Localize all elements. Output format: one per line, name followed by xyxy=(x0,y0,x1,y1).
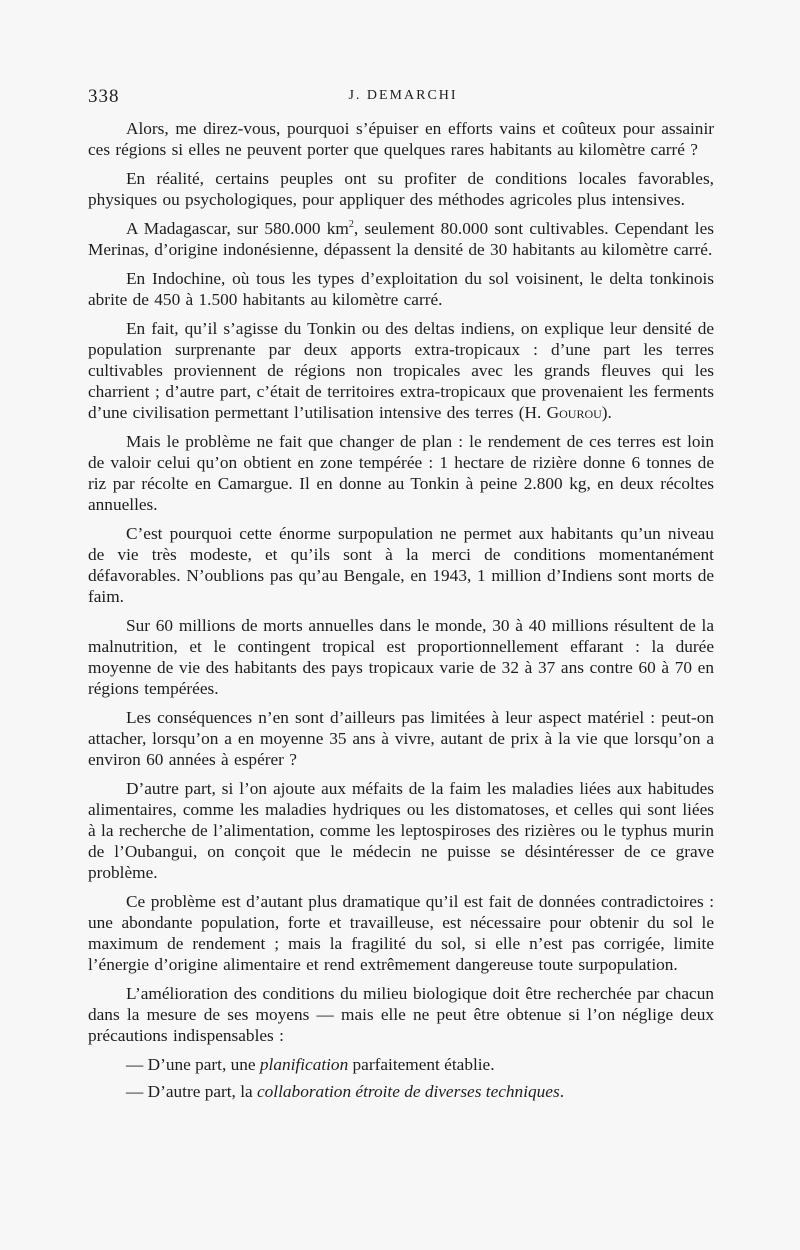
running-head-author: J. DEMARCHI xyxy=(348,88,458,103)
superscript: 2 xyxy=(348,219,354,231)
page-number: 338 xyxy=(88,86,120,107)
paragraph: D’autre part, si l’on ajoute aux méfaits de la faim les maladies liées aux habitudes alimentaires, comme les maladies hydriques ou les distomatoses, et celles qui sont liées à la recherche de l’alimentation, comme les leptospiroses des rizières ou le typhus murin de l’Oubangui, on conçoit que le médecin ne puisse se désintéresser de ce grave problème. xyxy=(88,779,714,882)
emphasis: planification xyxy=(259,1055,349,1074)
paragraph: Les conséquences n’en sont d’ailleurs pas limitées à leur aspect matériel : peut-on attacher, lorsqu’on a en moyenne 35 ans à vivre, autant de prix à la vie que lorsqu’on a environ 60 années à espérer ? xyxy=(88,708,714,769)
paragraph-text: A Madagascar, sur 580.000 km xyxy=(126,219,349,238)
author-citation: Gourou xyxy=(546,403,602,422)
paragraph: Alors, me direz-vous, pourquoi s’épuiser en efforts vains et coûteux pour assainir ces régions si elles ne peuvent porter que quelques rares habitants au kilomètre carré ? xyxy=(88,119,714,159)
paragraph: En réalité, certains peuples ont su profiter de conditions locales favorables, physiques ou psychologiques, pour appliquer des méthodes agricoles plus intensives. xyxy=(88,169,714,209)
paragraph-text: ). xyxy=(601,403,612,422)
paragraph: L’amélioration des conditions du milieu biologique doit être recherchée par chacun dans la mesure de ses moyens — mais elle ne peut être obtenue si l’on néglige deux précautions indispensables : xyxy=(88,984,714,1045)
paragraph: Ce problème est d’autant plus dramatique qu’il est fait de données contradictoires : une abondante population, forte et travailleuse, est nécessaire pour obtenir du sol le maximum de rendement ; mais la fragilité du sol, si elle n’est pas corrigée, limite l’énergie d’origine alimentaire et rend extrêmement dangereuse toute surpopulation. xyxy=(88,892,714,974)
paragraph: Mais le problème ne fait que changer de plan : le rendement de ces terres est loin de valoir celui qu’on obtient en zone tempérée : 1 hectare de rizière donne 6 tonnes de riz par récolte en Camargue. Il en donne au Tonkin à peine 2.800 kg, en deux récoltes annuelles. xyxy=(88,432,714,514)
paragraph xyxy=(88,318,714,423)
list-item-text: — D’une part, une xyxy=(126,1055,260,1074)
paragraph: Sur 60 millions de morts annuelles dans le monde, 30 à 40 millions résultent de la malnutrition, et le contingent tropical est proportionnellement effarant : la durée moyenne de vie des habitants des pays tropicaux varie de 32 à 37 ans contre 60 à 70 en régions tempérées. xyxy=(88,616,714,698)
list-item xyxy=(88,1054,714,1075)
paragraph-text: , seulement 80.000 sont cultivables. Cependant les Merinas, d’origine indonésienne, dépassent la densité de 30 habitants au kilomètre carré. xyxy=(88,219,715,259)
body-text xyxy=(88,118,714,1108)
paragraph xyxy=(88,218,714,260)
emphasis: collaboration étroite de diverses techniques xyxy=(257,1082,560,1101)
paragraph-text: En fait, qu’il s’agisse du Tonkin ou des deltas indiens, on explique leur densité de population surprenante par deux apports extra-tropicaux : d’une part les terres cultivables proviennent de régions non tropicales avec les grands fleuves qui les charrient ; d’autre part, c’était de territoires extra-tropicaux que provenaient les ferments d’une civilisation permettant l’utilisation intensive des terres (H. xyxy=(88,319,714,422)
list-item-text: — D’autre part, la xyxy=(126,1082,257,1101)
page-header xyxy=(88,86,694,110)
paragraph: En Indochine, où tous les types d’exploitation du sol voisinent, le delta tonkinois abrite de 450 à 1.500 habitants au kilomètre carré. xyxy=(88,269,714,309)
list-item-text: parfaitement établie. xyxy=(348,1055,495,1074)
list-item xyxy=(88,1081,714,1102)
paragraph: C’est pourquoi cette énorme surpopulation ne permet aux habitants qu’un niveau de vie très modeste, et qu’ils sont à la merci de conditions momentanément défavorables. N’oublions pas qu’au Bengale, en 1943, 1 million d’Indiens sont morts de faim. xyxy=(88,524,714,606)
list-item-text: . xyxy=(559,1082,565,1101)
